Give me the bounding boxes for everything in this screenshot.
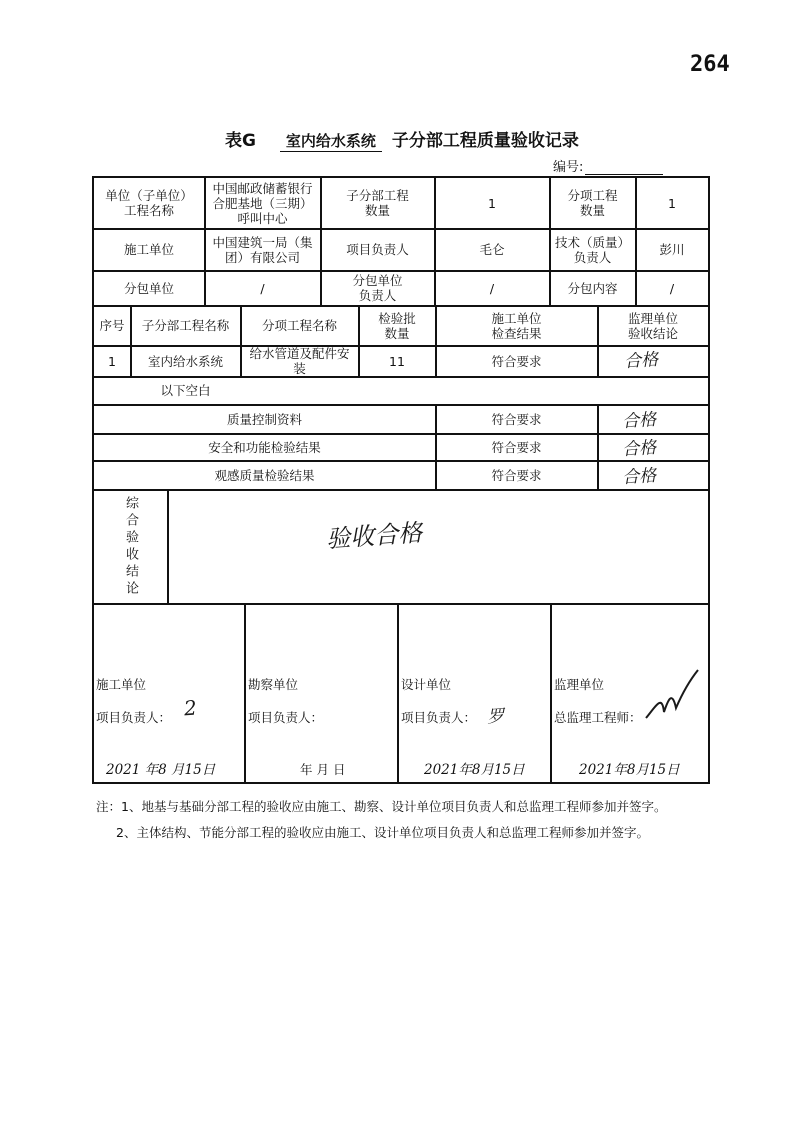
- contractor-value: 中国建筑一局（集 团）有限公司: [212, 234, 313, 265]
- row-1-item: 给水管道及配件安 装: [249, 346, 350, 376]
- signature-survey-date: 年 月 日: [300, 762, 346, 777]
- summary-quality-conclusion: 合格: [621, 409, 657, 433]
- signature-survey-unit: 勘察单位: [248, 677, 299, 692]
- column-header-no: 序号: [99, 318, 125, 333]
- signature-supervision-date: 2021年8月15日: [579, 762, 680, 778]
- signature-design-role: 项目负责人：: [401, 710, 477, 725]
- rule: [397, 603, 399, 782]
- subcontractor-value: /: [260, 280, 265, 296]
- signature-design-date: 2021年8月15日: [424, 762, 525, 778]
- row-1-conclusion-handwriting: 合格: [623, 349, 659, 373]
- summary-safety-conclusion: 合格: [621, 437, 657, 461]
- summary-safety-result: 符合要求: [491, 439, 542, 455]
- summary-safety-label: 安全和功能检验结果: [208, 439, 321, 455]
- column-header-batch-count: 检验批 数量: [378, 310, 416, 341]
- rule: [94, 603, 708, 605]
- subcontract-leader-value: /: [489, 280, 495, 296]
- subcontractor-label: 分包单位: [123, 280, 174, 296]
- sub-division-count-label: 子分部工程 数量: [346, 188, 409, 218]
- column-header-conclusion: 监理单位 验收结论: [627, 310, 678, 341]
- signature-contractor-unit: 施工单位: [96, 677, 147, 692]
- subcontract-leader-label: 分包单位 负责人: [352, 273, 403, 303]
- page-title: [225, 126, 579, 152]
- page-number: 264: [690, 52, 730, 77]
- contractor-label: 施工单位: [123, 242, 174, 257]
- title-subsystem: 室内给水系统: [280, 130, 382, 152]
- signature-survey-role: 项目负责人：: [248, 710, 324, 725]
- rule: [597, 404, 599, 489]
- column-header-check-result: 施工单位 检查结果: [491, 310, 542, 341]
- signature-contractor-date: 2021 年8 月15日: [106, 762, 216, 778]
- unit-name-value: 中国邮政储蓄银行 合肥基地（三期） 呼叫中心: [212, 180, 313, 226]
- rule: [550, 603, 552, 782]
- signature-design-unit: 设计单位: [401, 677, 452, 692]
- signature-contractor-handwriting: 2: [183, 695, 198, 721]
- project-leader-value: 毛仑: [479, 242, 505, 257]
- row-1-batch-count: 11: [389, 353, 405, 369]
- title-prefix: 表G: [225, 131, 256, 151]
- subcontract-content-value: /: [669, 280, 675, 296]
- row-1-sub-division: 室内给水系统: [147, 353, 223, 369]
- unit-name-label: 单位（子单位） 工程名称: [105, 188, 193, 218]
- sub-division-count-value: 1: [488, 195, 496, 211]
- column-header-item: 分项工程名称: [261, 318, 337, 333]
- summary-appearance-conclusion: 合格: [621, 465, 657, 489]
- serial-blank: [585, 160, 663, 175]
- serial-label: 编号:: [553, 160, 584, 175]
- column-header-sub-division: 子分部工程名称: [141, 318, 230, 333]
- project-leader-label: 项目负责人: [346, 242, 409, 257]
- title-suffix: 子分部工程质量验收记录: [391, 131, 579, 151]
- acceptance-form: [92, 176, 710, 784]
- signature-contractor-role: 项目负责人：: [96, 710, 172, 725]
- summary-quality-result: 符合要求: [491, 411, 542, 427]
- rule: [167, 489, 169, 603]
- item-count-value: 1: [668, 195, 676, 211]
- summary-appearance-label: 观感质量检验结果: [214, 467, 315, 483]
- tech-leader-label: 技术（质量） 负责人: [554, 234, 630, 265]
- notes: [96, 794, 666, 846]
- note-2: 2、主体结构、节能分部工程的验收应由施工、设计单位项目负责人和总监理工程师参加并签字。: [116, 825, 649, 840]
- signature-supervision-unit: 监理单位: [554, 677, 605, 692]
- overall-conclusion-handwriting: 验收合格: [325, 518, 424, 554]
- signature-design-handwriting: 罗: [486, 706, 505, 728]
- overall-label-cell: [94, 490, 167, 603]
- summary-appearance-result: 符合要求: [491, 467, 542, 483]
- note-1: 注：1、地基与基础分部工程的验收应由施工、勘察、设计单位项目负责人和总监理工程师参加并签字。: [96, 799, 667, 814]
- rule: [94, 489, 708, 491]
- row-2-sub-division: 以下空白: [160, 383, 211, 398]
- serial-number: [553, 156, 663, 175]
- summary-quality-label: 质量控制资料: [226, 411, 302, 427]
- supervision-signature-scribble: [642, 666, 702, 728]
- rule: [244, 603, 246, 782]
- overall-label: 综合验收结论: [123, 495, 138, 598]
- subcontract-content-label: 分包内容: [567, 280, 618, 296]
- item-count-label: 分项工程 数量: [567, 188, 618, 218]
- row-1-check-result: 符合要求: [491, 353, 542, 369]
- row-1-no: 1: [108, 353, 116, 369]
- signature-supervision-role: 总监理工程师：: [554, 710, 642, 725]
- tech-leader-value: 彭川: [659, 242, 685, 257]
